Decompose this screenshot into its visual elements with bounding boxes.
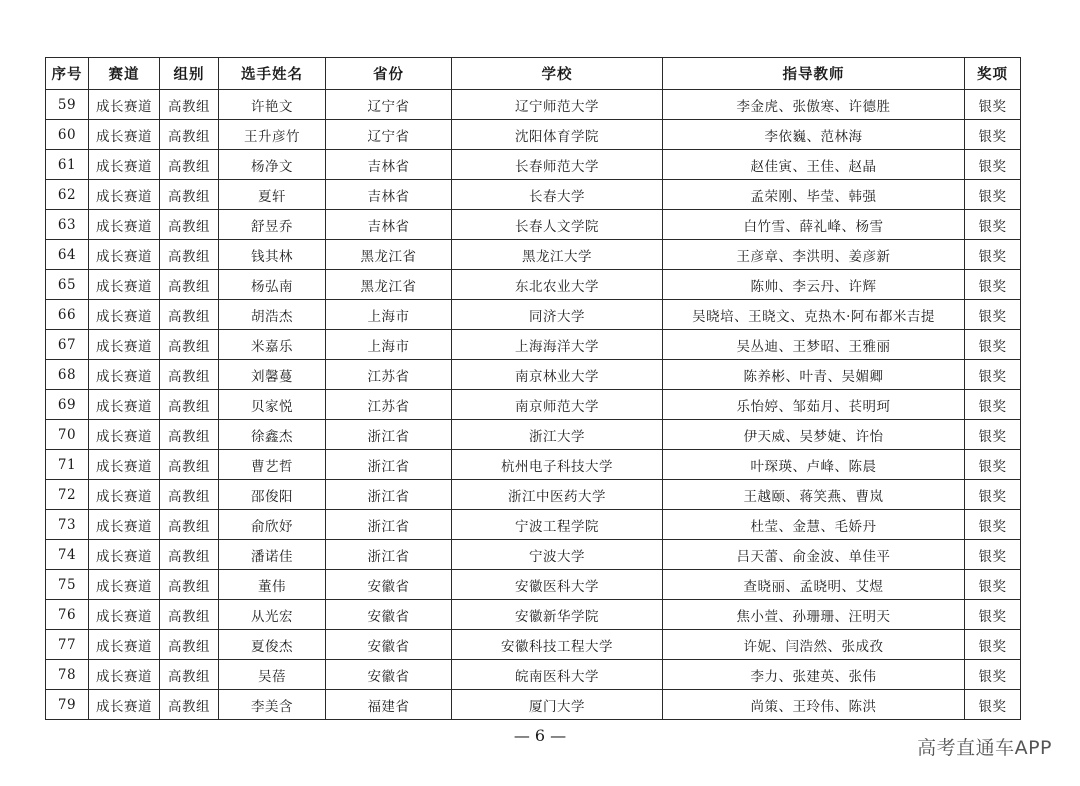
cell-school: 宁波大学 [452, 540, 663, 570]
cell-province: 浙江省 [326, 420, 452, 450]
cell-index: 78 [46, 660, 89, 690]
cell-index: 79 [46, 690, 89, 720]
cell-instructors: 吴晓培、王晓文、克热木·阿布都米吉提 [663, 300, 965, 330]
cell-index: 61 [46, 150, 89, 180]
cell-track: 成长赛道 [89, 90, 160, 120]
cell-province: 安徽省 [326, 660, 452, 690]
cell-group: 高教组 [160, 360, 219, 390]
table-row [46, 180, 1021, 210]
cell-track: 成长赛道 [89, 300, 160, 330]
cell-contestant-name: 杨净文 [219, 150, 326, 180]
table-row [46, 330, 1021, 360]
cell-award: 银奖 [965, 330, 1021, 360]
cell-instructors: 杜莹、金慧、毛娇丹 [663, 510, 965, 540]
cell-province: 吉林省 [326, 180, 452, 210]
cell-instructors: 尚策、王玲伟、陈洪 [663, 690, 965, 720]
cell-award: 银奖 [965, 270, 1021, 300]
cell-track: 成长赛道 [89, 570, 160, 600]
cell-school: 杭州电子科技大学 [452, 450, 663, 480]
cell-contestant-name: 舒昱乔 [219, 210, 326, 240]
cell-group: 高教组 [160, 330, 219, 360]
cell-school: 沈阳体育学院 [452, 120, 663, 150]
cell-award: 银奖 [965, 150, 1021, 180]
cell-instructors: 王彦章、李洪明、姜彦新 [663, 240, 965, 270]
cell-contestant-name: 钱其林 [219, 240, 326, 270]
cell-school: 安徽医科大学 [452, 570, 663, 600]
awards-table [45, 57, 1021, 720]
cell-award: 银奖 [965, 510, 1021, 540]
cell-contestant-name: 贝家悦 [219, 390, 326, 420]
table-row [46, 420, 1021, 450]
cell-group: 高教组 [160, 120, 219, 150]
cell-group: 高教组 [160, 150, 219, 180]
table-row [46, 570, 1021, 600]
cell-group: 高教组 [160, 570, 219, 600]
cell-province: 福建省 [326, 690, 452, 720]
cell-school: 东北农业大学 [452, 270, 663, 300]
cell-instructors: 白竹雪、薛礼峰、杨雪 [663, 210, 965, 240]
cell-school: 安徽新华学院 [452, 600, 663, 630]
cell-group: 高教组 [160, 240, 219, 270]
cell-group: 高教组 [160, 690, 219, 720]
cell-index: 74 [46, 540, 89, 570]
cell-instructors: 吴丛迪、王梦昭、王雅丽 [663, 330, 965, 360]
cell-province: 黑龙江省 [326, 240, 452, 270]
cell-index: 75 [46, 570, 89, 600]
cell-award: 银奖 [965, 210, 1021, 240]
cell-contestant-name: 徐鑫杰 [219, 420, 326, 450]
cell-province: 吉林省 [326, 150, 452, 180]
cell-school: 辽宁师范大学 [452, 90, 663, 120]
cell-index: 67 [46, 330, 89, 360]
cell-instructors: 赵佳寅、王佳、赵晶 [663, 150, 965, 180]
cell-school: 安徽科技工程大学 [452, 630, 663, 660]
table-row [46, 240, 1021, 270]
cell-province: 安徽省 [326, 600, 452, 630]
header-school: 学校 [452, 58, 663, 90]
table-body [46, 90, 1021, 720]
cell-track: 成长赛道 [89, 660, 160, 690]
cell-instructors: 吕天蕾、俞金波、单佳平 [663, 540, 965, 570]
cell-contestant-name: 刘馨蔓 [219, 360, 326, 390]
cell-track: 成长赛道 [89, 630, 160, 660]
cell-award: 银奖 [965, 630, 1021, 660]
table-row [46, 360, 1021, 390]
cell-contestant-name: 董伟 [219, 570, 326, 600]
cell-province: 江苏省 [326, 390, 452, 420]
cell-index: 65 [46, 270, 89, 300]
table-row [46, 390, 1021, 420]
cell-group: 高教组 [160, 90, 219, 120]
cell-index: 71 [46, 450, 89, 480]
cell-award: 银奖 [965, 420, 1021, 450]
cell-index: 63 [46, 210, 89, 240]
cell-track: 成长赛道 [89, 510, 160, 540]
cell-contestant-name: 潘诺佳 [219, 540, 326, 570]
cell-contestant-name: 夏轩 [219, 180, 326, 210]
cell-province: 浙江省 [326, 510, 452, 540]
table-row [46, 480, 1021, 510]
cell-instructors: 焦小萱、孙珊珊、汪明天 [663, 600, 965, 630]
cell-award: 银奖 [965, 180, 1021, 210]
cell-school: 厦门大学 [452, 690, 663, 720]
cell-group: 高教组 [160, 660, 219, 690]
cell-province: 上海市 [326, 330, 452, 360]
cell-instructors: 叶琛瑛、卢峰、陈晨 [663, 450, 965, 480]
cell-award: 银奖 [965, 120, 1021, 150]
table-row [46, 660, 1021, 690]
cell-index: 72 [46, 480, 89, 510]
cell-group: 高教组 [160, 600, 219, 630]
cell-index: 77 [46, 630, 89, 660]
cell-province: 安徽省 [326, 570, 452, 600]
cell-contestant-name: 曹艺哲 [219, 450, 326, 480]
cell-school: 南京师范大学 [452, 390, 663, 420]
cell-instructors: 乐怡婷、邹茹月、苌明珂 [663, 390, 965, 420]
cell-track: 成长赛道 [89, 450, 160, 480]
cell-instructors: 李金虎、张傲寒、许德胜 [663, 90, 965, 120]
cell-instructors: 许妮、闫浩然、张成孜 [663, 630, 965, 660]
cell-index: 68 [46, 360, 89, 390]
cell-school: 同济大学 [452, 300, 663, 330]
cell-track: 成长赛道 [89, 120, 160, 150]
table-row [46, 510, 1021, 540]
cell-track: 成长赛道 [89, 360, 160, 390]
cell-group: 高教组 [160, 510, 219, 540]
table-row [46, 120, 1021, 150]
cell-award: 银奖 [965, 570, 1021, 600]
cell-track: 成长赛道 [89, 180, 160, 210]
cell-group: 高教组 [160, 420, 219, 450]
page-number: — 6 — [513, 726, 567, 745]
cell-contestant-name: 夏俊杰 [219, 630, 326, 660]
header-track: 赛道 [89, 58, 160, 90]
table-row [46, 690, 1021, 720]
cell-award: 银奖 [965, 690, 1021, 720]
table-row [46, 270, 1021, 300]
cell-group: 高教组 [160, 300, 219, 330]
cell-award: 银奖 [965, 450, 1021, 480]
cell-index: 64 [46, 240, 89, 270]
cell-contestant-name: 俞欣妤 [219, 510, 326, 540]
cell-award: 银奖 [965, 540, 1021, 570]
cell-school: 南京林业大学 [452, 360, 663, 390]
cell-index: 70 [46, 420, 89, 450]
cell-contestant-name: 许艳文 [219, 90, 326, 120]
cell-group: 高教组 [160, 450, 219, 480]
cell-province: 浙江省 [326, 450, 452, 480]
cell-index: 76 [46, 600, 89, 630]
header-award: 奖项 [965, 58, 1021, 90]
cell-school: 黑龙江大学 [452, 240, 663, 270]
cell-province: 江苏省 [326, 360, 452, 390]
cell-contestant-name: 王升彦竹 [219, 120, 326, 150]
cell-track: 成长赛道 [89, 240, 160, 270]
cell-group: 高教组 [160, 270, 219, 300]
cell-instructors: 查晓丽、孟晓明、艾煜 [663, 570, 965, 600]
cell-award: 银奖 [965, 360, 1021, 390]
cell-province: 黑龙江省 [326, 270, 452, 300]
cell-track: 成长赛道 [89, 270, 160, 300]
watermark-text: 高考直通车APP [917, 737, 1052, 759]
cell-track: 成长赛道 [89, 600, 160, 630]
cell-award: 银奖 [965, 480, 1021, 510]
cell-track: 成长赛道 [89, 210, 160, 240]
cell-track: 成长赛道 [89, 480, 160, 510]
table-row [46, 600, 1021, 630]
table-header-row [46, 58, 1021, 90]
cell-group: 高教组 [160, 630, 219, 660]
cell-school: 长春师范大学 [452, 150, 663, 180]
cell-track: 成长赛道 [89, 390, 160, 420]
cell-group: 高教组 [160, 540, 219, 570]
cell-track: 成长赛道 [89, 330, 160, 360]
cell-contestant-name: 杨弘南 [219, 270, 326, 300]
cell-award: 银奖 [965, 600, 1021, 630]
table-row [46, 450, 1021, 480]
cell-province: 辽宁省 [326, 90, 452, 120]
table-row [46, 210, 1021, 240]
header-instructors: 指导教师 [663, 58, 965, 90]
table-row [46, 90, 1021, 120]
cell-school: 长春人文学院 [452, 210, 663, 240]
cell-index: 59 [46, 90, 89, 120]
cell-group: 高教组 [160, 210, 219, 240]
cell-index: 60 [46, 120, 89, 150]
cell-award: 银奖 [965, 300, 1021, 330]
cell-instructors: 伊天威、吴梦婕、许怡 [663, 420, 965, 450]
cell-province: 辽宁省 [326, 120, 452, 150]
cell-index: 69 [46, 390, 89, 420]
cell-index: 62 [46, 180, 89, 210]
cell-track: 成长赛道 [89, 420, 160, 450]
cell-school: 浙江中医药大学 [452, 480, 663, 510]
cell-track: 成长赛道 [89, 690, 160, 720]
cell-instructors: 李力、张建英、张伟 [663, 660, 965, 690]
cell-group: 高教组 [160, 480, 219, 510]
cell-track: 成长赛道 [89, 540, 160, 570]
cell-instructors: 孟荣刚、毕莹、韩强 [663, 180, 965, 210]
cell-school: 浙江大学 [452, 420, 663, 450]
cell-award: 银奖 [965, 90, 1021, 120]
cell-contestant-name: 从光宏 [219, 600, 326, 630]
cell-school: 皖南医科大学 [452, 660, 663, 690]
cell-province: 吉林省 [326, 210, 452, 240]
cell-contestant-name: 米嘉乐 [219, 330, 326, 360]
cell-instructors: 王越颐、蒋笑燕、曹岚 [663, 480, 965, 510]
cell-award: 银奖 [965, 390, 1021, 420]
cell-province: 浙江省 [326, 480, 452, 510]
header-contestant-name: 选手姓名 [219, 58, 326, 90]
header-index: 序号 [46, 58, 89, 90]
cell-province: 安徽省 [326, 630, 452, 660]
cell-school: 宁波工程学院 [452, 510, 663, 540]
cell-index: 73 [46, 510, 89, 540]
cell-province: 浙江省 [326, 540, 452, 570]
cell-instructors: 陈帅、李云丹、许辉 [663, 270, 965, 300]
table-row [46, 540, 1021, 570]
header-group: 组别 [160, 58, 219, 90]
cell-award: 银奖 [965, 660, 1021, 690]
cell-award: 银奖 [965, 240, 1021, 270]
cell-group: 高教组 [160, 180, 219, 210]
cell-contestant-name: 李美含 [219, 690, 326, 720]
cell-province: 上海市 [326, 300, 452, 330]
cell-school: 长春大学 [452, 180, 663, 210]
cell-instructors: 李依巍、范林海 [663, 120, 965, 150]
cell-contestant-name: 邵俊阳 [219, 480, 326, 510]
table-row [46, 300, 1021, 330]
cell-track: 成长赛道 [89, 150, 160, 180]
cell-index: 66 [46, 300, 89, 330]
header-province: 省份 [326, 58, 452, 90]
cell-contestant-name: 胡浩杰 [219, 300, 326, 330]
cell-school: 上海海洋大学 [452, 330, 663, 360]
cell-group: 高教组 [160, 390, 219, 420]
table-row [46, 630, 1021, 660]
cell-instructors: 陈养彬、叶青、吴媚卿 [663, 360, 965, 390]
cell-contestant-name: 吴蓓 [219, 660, 326, 690]
table-row [46, 150, 1021, 180]
